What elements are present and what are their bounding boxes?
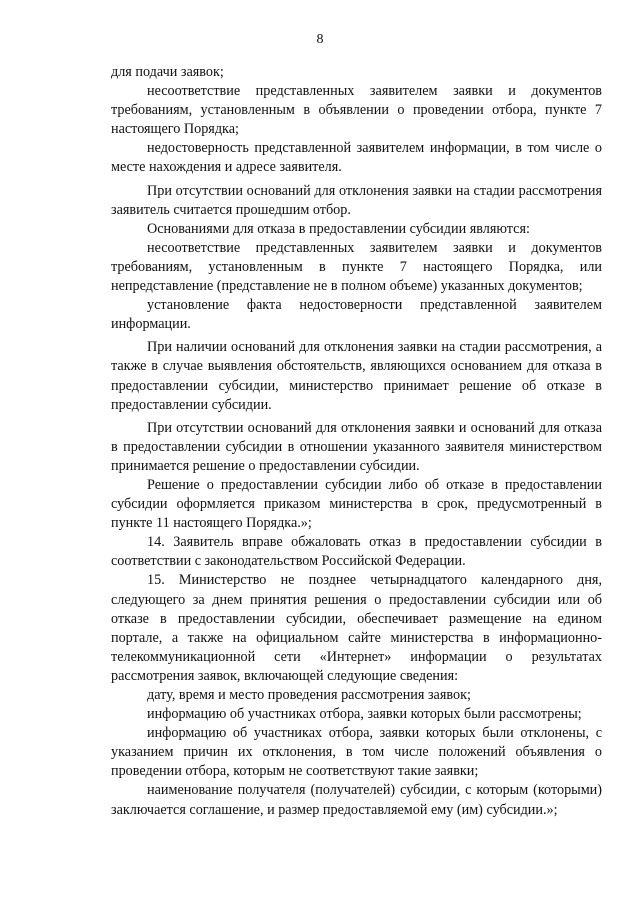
paragraph-item: несоответствие представленных заявителем заявки и документов требованиям, установленным в пункте 7 настоящего Порядка, или непредставление (представление не в полном объеме) указанных документов; [111,239,602,295]
list-item: наименование получателя (получателей) субсидии, с которым (которыми) заключается соглашение, и размер предоставляемой ему (им) субсидии.»; [111,782,602,818]
list-item: информацию об участниках отбора, заявки которых были рассмотрены; [147,706,582,723]
paragraph-item: недостоверность представленной заявителем информации, в том числе о месте нахождения и адресе заявителя. [111,140,602,176]
paragraph: Основаниями для отказа в предоставлении субсидии являются: [147,220,530,237]
list-item: информацию об участниках отбора, заявки которых были отклонены, с указанием причин их отклонения, в том числе положений объявления о проведении отбора, которым не соответствуют такие заявки; [111,725,602,780]
paragraph-item: установление факта недостоверности представленной заявителем информации. [111,297,602,333]
list-item: дату, время и место проведения рассмотрения заявок; [147,687,471,703]
paragraph: Решение о предоставлении субсидии либо об отказе в предоставлении субсидии оформляется приказом министерства в срок, предусмотренный в пункте 11 настоящего Порядка.»; [111,476,602,532]
paragraph: При отсутствии оснований для отклонения заявки на стадии рассмотрения заявитель считается прошедшим отбор. [111,182,602,218]
page-number: 8 [316,32,324,47]
paragraph-item: несоответствие представленных заявителем заявки и документов требованиям, установленным в объявлении о проведении отбора, пункте 7 настоящего Порядка; [111,83,602,138]
paragraph-section-14: 14. Заявитель вправе обжаловать отказ в предоставлении субсидии в соответствии с законодательством Российской Федерации. [111,534,602,570]
paragraph: При отсутствии оснований для отклонения заявки и оснований для отказа в предоставлении субсидии в отношении указанного заявителя министерством принимается решение о предоставлении субсидии. [111,419,602,474]
paragraph-section-15: 15. Министерство не позднее четырнадцатого календарного дня, следующего за днем принятия решения о предоставлении субсидии или об отказе в предоставлении субсидии, обеспечивает размещение на едином портале, а также на официальном сайте министерства в информационно-телекоммуникационной сети «Интернет» информации о результатах рассмотрения заявок, включающей следующие сведения: [111,572,602,684]
document-body [111,63,602,820]
paragraph-continuation: для подачи заявок; [111,64,224,80]
paragraph: При наличии оснований для отклонения заявки на стадии рассмотрения, а также в случае выявления обстоятельств, являющихся основанием для отказа в предоставлении субсидии, министерство принимает решение об отказе в предоставлении субсидии. [111,339,602,413]
